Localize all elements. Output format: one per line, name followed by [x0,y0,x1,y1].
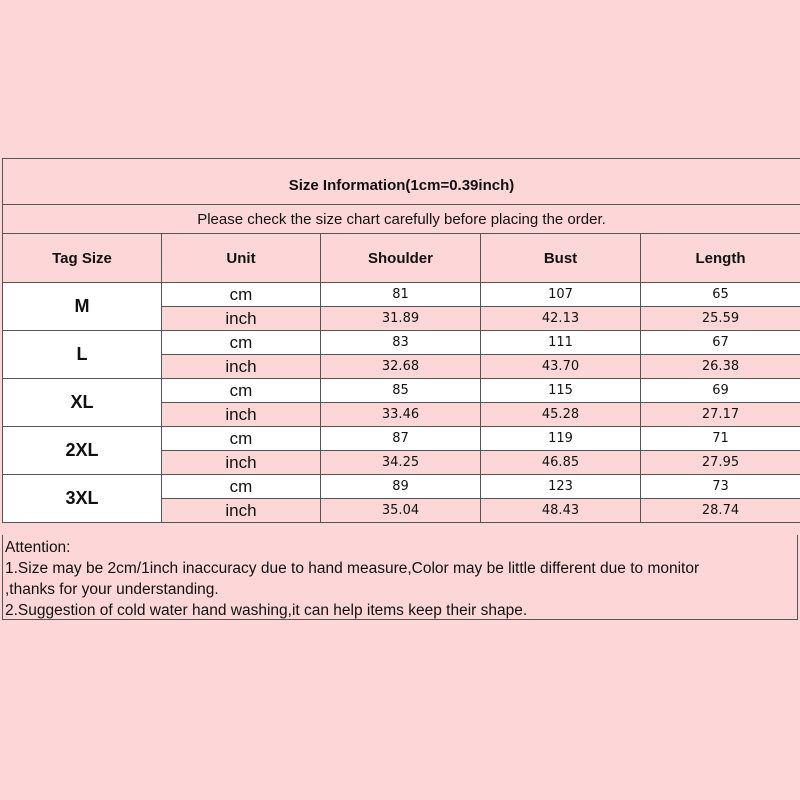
shoulder-cell: 87 [321,427,481,451]
bust-cell: 42.13 [481,307,641,331]
bust-cell: 46.85 [481,451,641,475]
note-heading: Attention: [5,539,71,556]
unit-cell: cm [162,379,321,403]
bust-cell: 111 [481,331,641,355]
unit-cell: cm [162,331,321,355]
length-cell: 67 [641,331,800,355]
chart-title: Size Information(1cm=0.39inch) [3,159,800,205]
bust-cell: 107 [481,283,641,307]
header-unit: Unit [162,234,321,283]
unit-cell: cm [162,283,321,307]
size-row [3,283,800,307]
tag-size-cell: M [3,283,162,331]
length-cell: 73 [641,475,800,499]
bust-cell: 48.43 [481,499,641,523]
unit-cell: inch [162,499,321,523]
bust-cell: 115 [481,379,641,403]
bust-cell: 123 [481,475,641,499]
length-cell: 69 [641,379,800,403]
bust-cell: 43.70 [481,355,641,379]
length-cell: 27.17 [641,403,800,427]
length-cell: 27.95 [641,451,800,475]
length-cell: 65 [641,283,800,307]
size-chart-table [2,158,800,523]
shoulder-cell: 85 [321,379,481,403]
size-row [3,379,800,403]
note-line: ,thanks for your understanding. [5,581,219,598]
chart-subtitle: Please check the size chart carefully before placing the order. [3,205,800,234]
unit-cell: cm [162,427,321,451]
unit-cell: inch [162,307,321,331]
size-row [3,427,800,451]
header-length: Length [641,234,800,283]
attention-notes [2,535,798,620]
length-cell: 71 [641,427,800,451]
size-row [3,331,800,355]
tag-size-cell: XL [3,379,162,427]
unit-cell: inch [162,355,321,379]
header-bust: Bust [481,234,641,283]
shoulder-cell: 32.68 [321,355,481,379]
unit-cell: inch [162,403,321,427]
unit-cell: inch [162,451,321,475]
shoulder-cell: 89 [321,475,481,499]
tag-size-cell: L [3,331,162,379]
tag-size-cell: 3XL [3,475,162,523]
header-shoulder: Shoulder [321,234,481,283]
shoulder-cell: 31.89 [321,307,481,331]
unit-cell: cm [162,475,321,499]
shoulder-cell: 35.04 [321,499,481,523]
length-cell: 28.74 [641,499,800,523]
bust-cell: 119 [481,427,641,451]
shoulder-cell: 33.46 [321,403,481,427]
shoulder-cell: 83 [321,331,481,355]
shoulder-cell: 34.25 [321,451,481,475]
shoulder-cell: 81 [321,283,481,307]
size-row [3,475,800,499]
note-line: 1.Size may be 2cm/1inch inaccuracy due to hand measure,Color may be little different due to monitor [5,560,700,577]
header-tag-size: Tag Size [3,234,162,283]
tag-size-cell: 2XL [3,427,162,475]
length-cell: 25.59 [641,307,800,331]
note-line: 2.Suggestion of cold water hand washing,it can help items keep their shape. [5,602,528,619]
bust-cell: 45.28 [481,403,641,427]
length-cell: 26.38 [641,355,800,379]
